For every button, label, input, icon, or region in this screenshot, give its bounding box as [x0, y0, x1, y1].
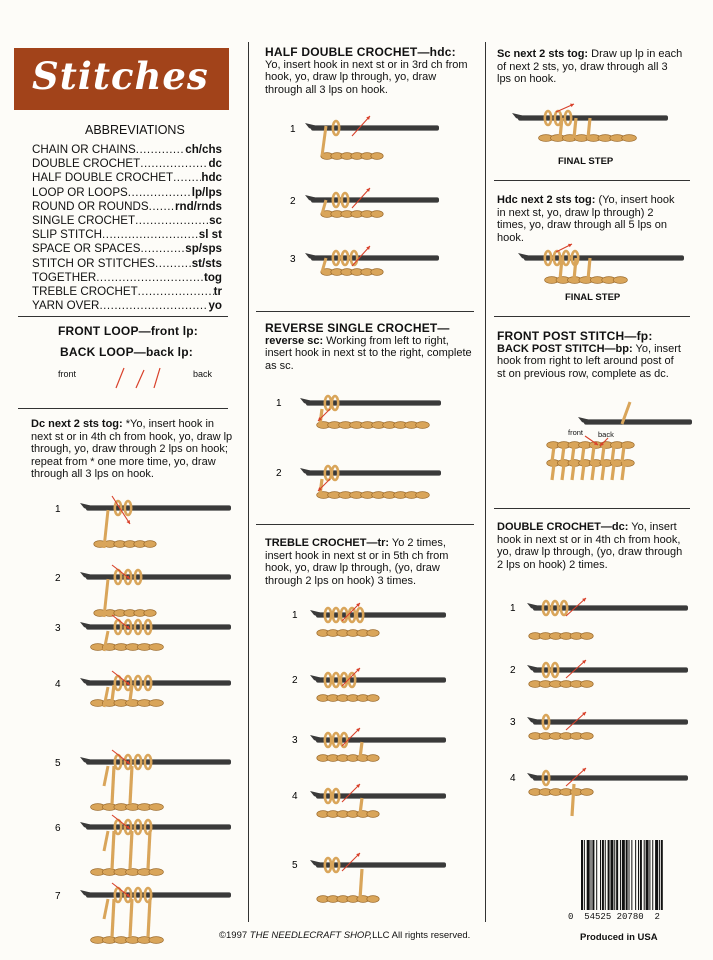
- page-title: Stitches: [32, 54, 209, 98]
- rsc-title: REVERSE SINGLE CROCHET—: [265, 321, 450, 335]
- tr-figure: [310, 853, 446, 902]
- abbreviation-term: ROUND OR ROUNDS: [32, 199, 149, 213]
- dc2tog-figure: [80, 671, 231, 707]
- dc-step-number: 2: [510, 665, 516, 676]
- hdc-figure: [305, 188, 439, 217]
- tr-step-number: 1: [292, 610, 298, 621]
- hdc-step-number: 2: [290, 196, 296, 207]
- tr-step-number: 3: [292, 735, 298, 746]
- abbreviation-term: HALF DOUBLE CROCHET: [32, 171, 174, 185]
- post-back-label: back: [598, 430, 614, 439]
- dc2tog-title: Dc next 2 sts tog:: [31, 418, 123, 430]
- hdc-step-number: 1: [290, 124, 296, 135]
- abbreviation-term: SINGLE CROCHET: [32, 214, 136, 228]
- abbreviation-code: rnd/rnds: [174, 199, 222, 213]
- dc2tog-figure: [80, 615, 231, 651]
- rsc-title-abbr: reverse sc:: [265, 334, 324, 347]
- tr-step-number: 4: [292, 791, 298, 802]
- abbreviation-code: hdc: [201, 171, 222, 185]
- rsc-instructions: Working from left to right, insert hook in next st to the right, complete as sc.: [265, 334, 472, 372]
- dc-figure: [527, 768, 688, 816]
- dc-instructions: Yo, insert hook in next st or in 4th ch from hook, yo, draw lp through, (yo, draw through 2 lps on hook) 2 times.: [497, 521, 683, 571]
- post-instructions: Yo, insert hook from right to left around post of st on previous row, complete as dc.: [497, 342, 681, 380]
- tr-figure: [310, 603, 446, 636]
- hdc2tog-title: Hdc next 2 sts tog:: [497, 194, 596, 206]
- dc2tog-figure: [80, 565, 231, 617]
- hdc-figure: [305, 246, 439, 275]
- dc2tog-step-number: 3: [55, 623, 61, 634]
- sc2tog-figure: [512, 104, 668, 142]
- barcode-right-digit: 2: [654, 912, 660, 922]
- dc-step-number: 3: [510, 717, 516, 728]
- rsc-figure: [300, 466, 441, 498]
- abbreviation-term: DOUBLE CROCHET: [32, 157, 141, 171]
- dc2tog-step-number: 1: [55, 504, 61, 515]
- abbreviation-term: TOGETHER: [32, 270, 97, 284]
- abbreviation-term: SPACE OR SPACES: [32, 242, 141, 256]
- abbreviation-term: YARN OVER: [32, 299, 100, 313]
- abbreviation-code: tog: [203, 270, 222, 284]
- dc2tog-step-number: 7: [55, 891, 61, 902]
- sc2tog-title: Sc next 2 sts tog:: [497, 48, 589, 60]
- dc-title: DOUBLE CROCHET—dc:: [497, 521, 629, 533]
- dc-figure: [527, 598, 688, 639]
- abbreviation-term: SLIP STITCH: [32, 228, 103, 242]
- dc2tog-figure: [80, 815, 231, 875]
- front-loop-heading: FRONT LOOP—front lp:: [58, 324, 198, 338]
- dc2tog-step-number: 4: [55, 679, 61, 690]
- dc-figure: [527, 660, 688, 687]
- dc2tog-figure: [80, 883, 231, 943]
- dc2tog-step-number: 2: [55, 573, 61, 584]
- abbreviations-heading: ABBREVIATIONS: [85, 123, 185, 137]
- dc-step-number: 4: [510, 773, 516, 784]
- abbreviation-code: st/sts: [191, 256, 222, 270]
- tr-figure: [310, 668, 446, 701]
- fp-title: FRONT POST STITCH—fp:: [497, 329, 653, 343]
- sc2tog-instructions: Draw up lp in each of next 2 sts, yo, draw through all 3 lps on hook.: [497, 48, 683, 86]
- dc2tog-instructions: *Yo, insert hook in next st or in 4th ch from hook, yo, draw lp through, yo, draw through 2 lps on hook; repeat from * one more time, yo, draw through all 3 lps on hook.: [31, 418, 233, 481]
- tr-step-number: 2: [292, 675, 298, 686]
- produced-in: Produced in USA: [580, 932, 658, 943]
- abbreviation-code: yo: [208, 299, 222, 313]
- abbreviation-code: ch/chs: [185, 143, 222, 156]
- abbreviation-term: CHAIN OR CHAINS: [32, 143, 136, 156]
- post-stitch-figure: [547, 402, 692, 480]
- abbreviation-code: sp/sps: [185, 242, 222, 256]
- abbreviation-code: tr: [213, 285, 222, 299]
- hdc2tog-instructions: (Yo, insert hook in next st, yo, draw lp through) 2 times, yo, draw through all 5 lps on hook.: [497, 194, 675, 244]
- dc2tog-step-number: 6: [55, 823, 61, 834]
- barcode: [577, 840, 677, 918]
- barcode-left-digit: 0: [568, 912, 574, 922]
- hdc2tog-figure: [518, 244, 684, 284]
- dc-step-number: 1: [510, 603, 516, 614]
- hdc-step-number: 3: [290, 254, 296, 265]
- sc2tog-caption: FINAL STEP: [558, 156, 614, 167]
- back-loop-heading: BACK LOOP—back lp:: [60, 345, 193, 359]
- abbreviation-code: lp/lps: [191, 185, 222, 199]
- rsc-step-number: 1: [276, 398, 282, 409]
- hdc-figure: [305, 116, 439, 159]
- rsc-figure: [300, 396, 441, 428]
- dc-figure: [527, 712, 688, 739]
- dc2tog-figure: [80, 750, 231, 810]
- barcode-number: [568, 912, 660, 922]
- rights-text: LLC All rights reserved.: [372, 930, 471, 941]
- abbreviation-code: dc: [208, 157, 222, 171]
- hdc-instructions: Yo, insert hook in next st or in 3rd ch from hook, yo, draw lp through, yo, draw through all 3 lps on hook.: [265, 58, 468, 96]
- dc2tog-step-number: 5: [55, 758, 61, 769]
- barcode-mid-digits: 54525 20780: [584, 912, 644, 922]
- front-label: front: [58, 369, 77, 379]
- tr-title: TREBLE CROCHET—tr:: [265, 537, 390, 549]
- tr-figure: [310, 784, 446, 817]
- abbreviation-term: LOOP OR LOOPS: [32, 185, 128, 199]
- dc2tog-figure: [80, 496, 231, 548]
- back-label: back: [193, 369, 213, 379]
- tr-step-number: 5: [292, 860, 298, 871]
- hdc2tog-caption: FINAL STEP: [565, 292, 621, 303]
- tr-instructions: Yo 2 times, insert hook in next st or in 5th ch from hook, yo, draw lp through, (yo, draw through 2 lps on hook) 3 times.: [265, 537, 449, 587]
- hdc-title: HALF DOUBLE CROCHET—hdc:: [265, 45, 456, 59]
- bp-title: BACK POST STITCH—bp:: [497, 342, 633, 355]
- abbreviation-term: TREBLE CROCHET: [32, 285, 138, 299]
- copyright-line: [219, 930, 470, 941]
- abbreviation-code: sc: [209, 214, 222, 228]
- post-front-label: front: [568, 428, 584, 437]
- tr-figure: [310, 728, 446, 761]
- rsc-step-number: 2: [276, 468, 282, 479]
- abbreviation-term: STITCH OR STITCHES: [32, 256, 156, 270]
- abbreviation-code: sl st: [198, 228, 222, 242]
- company-name: THE NEEDLECRAFT SHOP,: [247, 930, 373, 941]
- copyright-symbol: ©1997: [219, 930, 248, 941]
